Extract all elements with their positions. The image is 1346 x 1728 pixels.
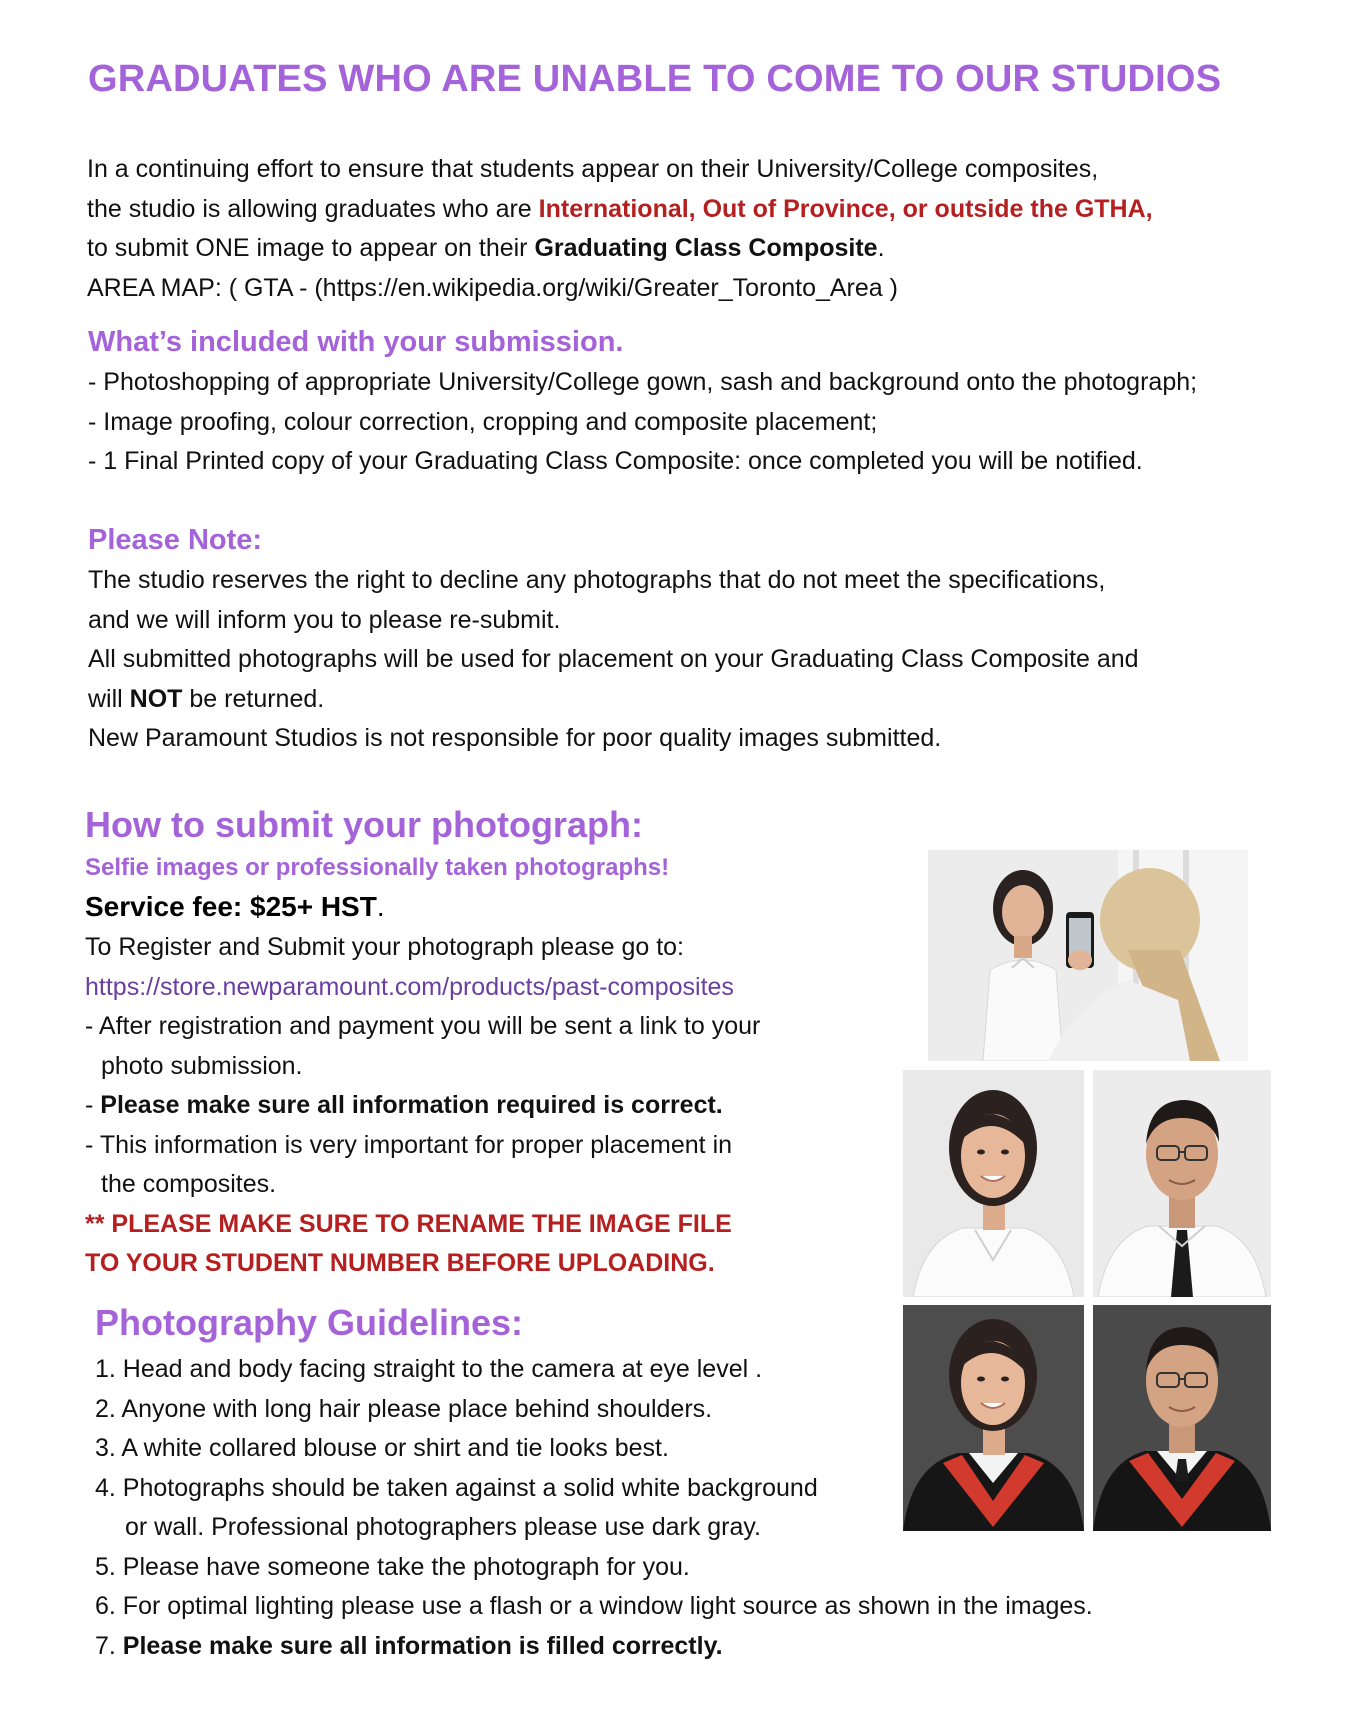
intro-line-2-text: the studio is allowing graduates who are bbox=[87, 194, 539, 223]
guideline-6: 6. For optimal lighting please use a flash or a window light source as shown in the images. bbox=[95, 1592, 1093, 1620]
submit-heading: How to submit your photograph: bbox=[85, 804, 643, 845]
note-line-5: New Paramount Studios is not responsible for poor quality images submitted. bbox=[88, 724, 942, 752]
included-item: - 1 Final Printed copy of your Graduating Class Composite: once completed you will be notified. bbox=[88, 447, 1143, 475]
note-line-2: and we will inform you to please re-submit. bbox=[88, 605, 561, 634]
note-line-3: All submitted photographs will be used for placement on your Graduating Class Composite and bbox=[88, 645, 1139, 673]
intro-line-3 bbox=[87, 229, 1153, 269]
page-title: GRADUATES WHO ARE UNABLE TO COME TO OUR STUDIOS bbox=[88, 58, 1222, 100]
included-item: - Image proofing, colour correction, cropping and composite placement; bbox=[88, 407, 878, 436]
selfie-example-photo bbox=[928, 850, 1248, 1061]
note-line-1: The studio reserves the right to decline any photographs that do not meet the specifications, bbox=[88, 566, 1106, 594]
step-2-dash: - bbox=[85, 1091, 101, 1119]
guideline-1: 1. Head and body facing straight to the camera at eye level . bbox=[95, 1355, 763, 1383]
service-fee-label: Service fee: $25+ HST bbox=[85, 891, 377, 922]
man-white-background-photo bbox=[1093, 1070, 1271, 1297]
guideline-3: 3. A white collared blouse or shirt and tie looks best. bbox=[95, 1434, 669, 1462]
note-section bbox=[88, 520, 1139, 759]
included-heading: What’s included with your submission. bbox=[88, 326, 624, 358]
guideline-7 bbox=[95, 1627, 1093, 1667]
rename-warning-2: TO YOUR STUDENT NUMBER BEFORE UPLOADING. bbox=[85, 1249, 715, 1277]
note-heading: Please Note: bbox=[88, 524, 263, 556]
intro-section bbox=[87, 150, 1153, 308]
submit-subheading: Selfie images or professionally taken photographs! bbox=[85, 854, 670, 881]
store-link[interactable]: https://store.newparamount.com/products/past-composites bbox=[85, 972, 734, 1001]
woman-white-background-photo bbox=[903, 1070, 1084, 1297]
register-line: To Register and Submit your photograph please go to: bbox=[85, 933, 684, 961]
service-fee bbox=[85, 886, 760, 928]
step-1b: photo submission. bbox=[101, 1051, 303, 1080]
intro-line-1: In a continuing effort to ensure that students appear on their University/College composites, bbox=[87, 155, 1099, 183]
area-map-line: AREA MAP: ( GTA - (https://en.wikipedia.org/wiki/Greater_Toronto_Area ) bbox=[87, 273, 898, 302]
guideline-2: 2. Anyone with long hair please place behind shoulders. bbox=[95, 1394, 713, 1423]
woman-gown-gray-background-photo bbox=[903, 1305, 1084, 1531]
intro-line-3-end: . bbox=[877, 234, 885, 262]
step-3b: the composites. bbox=[101, 1170, 277, 1198]
included-section bbox=[88, 322, 1197, 482]
submit-section bbox=[85, 800, 760, 1284]
guideline-5: 5. Please have someone take the photograph for you. bbox=[95, 1552, 690, 1581]
composite-name: Graduating Class Composite bbox=[534, 234, 878, 262]
rename-warning-1: ** PLEASE MAKE SURE TO RENAME THE IMAGE FILE bbox=[85, 1209, 732, 1238]
step-2-text: Please make sure all information required is correct. bbox=[100, 1091, 723, 1119]
man-gown-gray-background-photo bbox=[1093, 1305, 1271, 1531]
guideline-4a: 4. Photographs should be taken against a solid white background bbox=[95, 1473, 818, 1502]
guideline-7-num: 7. bbox=[95, 1631, 123, 1660]
note-line-4-end: be returned. bbox=[182, 684, 325, 713]
not-emphasis: NOT bbox=[129, 684, 183, 713]
step-2 bbox=[85, 1086, 760, 1126]
guideline-4b: or wall. Professional photographers please use dark gray. bbox=[125, 1513, 761, 1541]
guidelines-heading: Photography Guidelines: bbox=[95, 1302, 524, 1343]
intro-line-2 bbox=[87, 190, 1153, 230]
step-1a: - After registration and payment you will be sent a link to your bbox=[85, 1012, 761, 1040]
guideline-7-text: Please make sure all information is filled correctly. bbox=[122, 1631, 723, 1660]
included-item: - Photoshopping of appropriate University/College gown, sash and background onto the photograph; bbox=[88, 368, 1198, 396]
eligibility-highlight: International, Out of Province, or outside the GTHA, bbox=[538, 194, 1153, 223]
service-fee-end: . bbox=[376, 891, 385, 922]
note-line-4-text: will bbox=[88, 684, 130, 713]
note-line-4 bbox=[88, 680, 1139, 720]
step-3a: - This information is very important for proper placement in bbox=[85, 1130, 733, 1159]
intro-line-3-text: to submit ONE image to appear on their bbox=[87, 234, 535, 262]
